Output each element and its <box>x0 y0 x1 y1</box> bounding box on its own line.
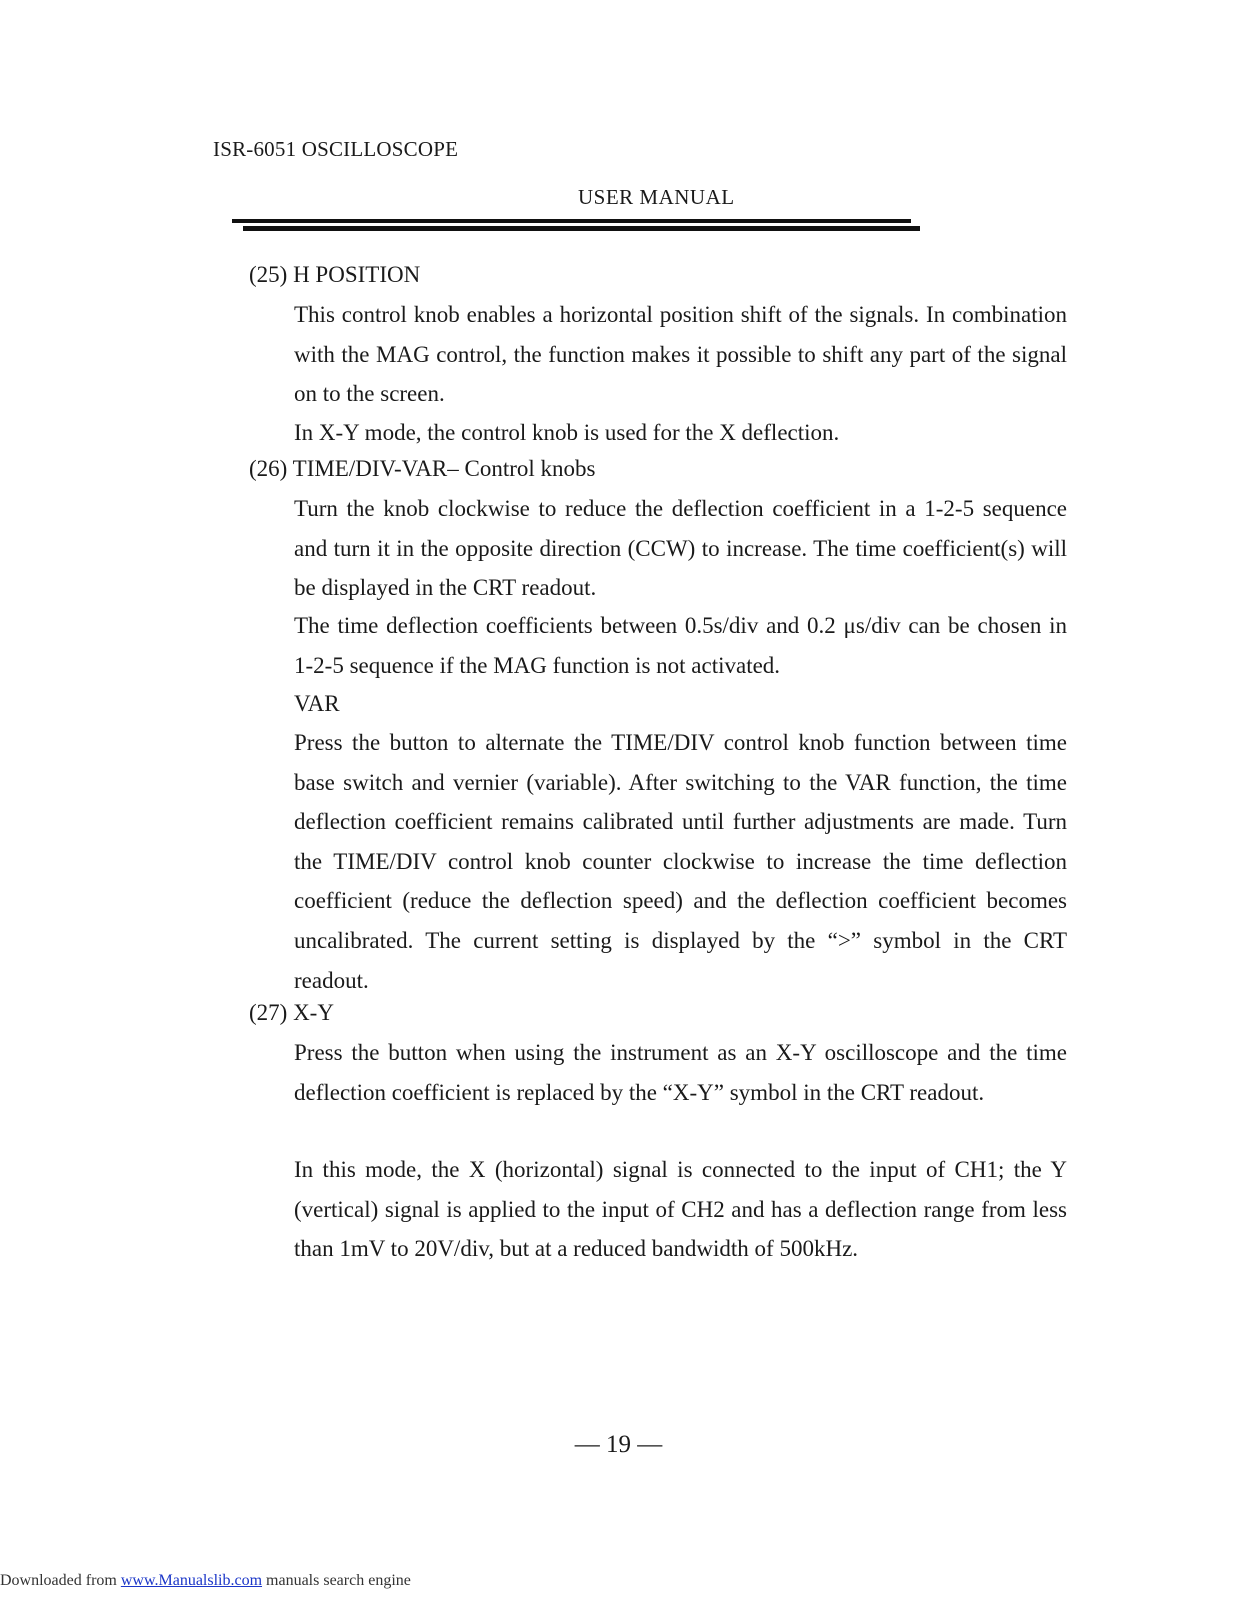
footer-manualslib-link[interactable]: www.Manualslib.com <box>120 1572 263 1589</box>
subheading-var: VAR <box>294 691 340 716</box>
section-heading-h-position: (25) H POSITION <box>249 262 421 287</box>
paragraph-time-div-knob: Turn the knob clockwise to reduce the deflection coefficient in a 1-2-5 sequence and turn it in the opposite direction (CCW) to increase. The time coefficient(s) will be displayed in the CRT readout. <box>294 496 1067 601</box>
header-rule-top <box>232 219 911 223</box>
footer-prefix: Downloaded from <box>0 1572 121 1589</box>
document-header-manual: USER MANUAL <box>578 185 735 209</box>
paragraph-h-position-xy: In X-Y mode, the control knob is used for the X deflection. <box>294 420 840 445</box>
section-heading-time-div-var: (26) TIME/DIV-VAR– Control knobs <box>249 456 596 481</box>
footer-suffix: manuals search engine <box>262 1572 411 1589</box>
paragraph-x-y-button: Press the button when using the instrument as an X-Y oscilloscope and the time deflection coefficient is replaced by the “X-Y” symbol in the CRT readout. <box>294 1040 1067 1105</box>
download-footer <box>0 1572 411 1590</box>
section-heading-x-y: (27) X-Y <box>249 1000 334 1025</box>
page-number: — 19 — <box>574 1431 663 1458</box>
document-header-product: ISR-6051 OSCILLOSCOPE <box>213 137 459 161</box>
paragraph-h-position-description: This control knob enables a horizontal position shift of the signals. In combination with the MAG control, the function makes it possible to shift any part of the signal on to the screen. <box>294 302 1067 407</box>
header-rule-bottom <box>243 226 920 231</box>
paragraph-var-description: Press the button to alternate the TIME/DIV control knob function between time base switch and vernier (variable). After switching to the VAR function, the time deflection coefficient remains calibrated until further adjustments are made. Turn the TIME/DIV control knob counter clockwise to increase the time deflection coefficient (reduce the deflection speed) and the deflection coefficient becomes uncalibrated. The current setting is displayed by the “>” symbol in the CRT readout. <box>294 730 1067 993</box>
paragraph-time-deflection-coefficients: The time deflection coefficients between 0.5s/div and 0.2 μs/div can be chosen in 1-2-5 sequence if the MAG function is not activated. <box>294 613 1067 678</box>
paragraph-x-y-mode: In this mode, the X (horizontal) signal is connected to the input of CH1; the Y (vertical) signal is applied to the input of CH2 and has a deflection range from less than 1mV to 20V/div, but at a reduced bandwidth of 500kHz. <box>294 1157 1067 1262</box>
